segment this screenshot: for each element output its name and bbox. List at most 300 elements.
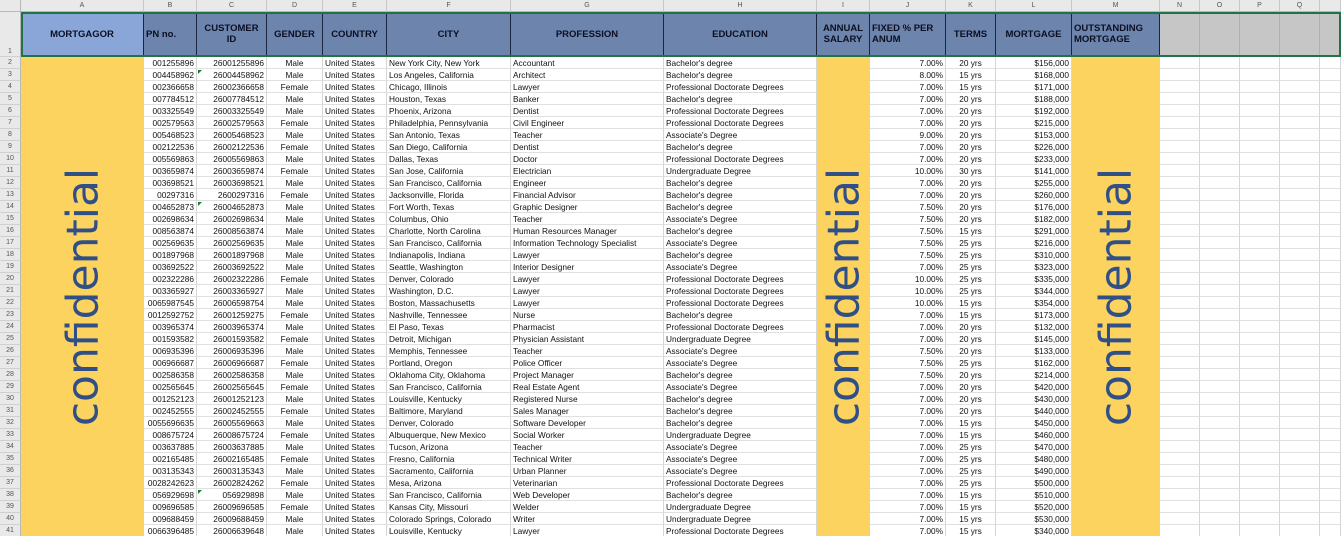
cell-empty[interactable] <box>1280 525 1320 536</box>
cell-empty[interactable] <box>1240 81 1280 93</box>
cell-pn[interactable]: 005468523 <box>144 129 197 141</box>
cell-pn[interactable]: 001897968 <box>144 249 197 261</box>
cell-terms[interactable]: 25 yrs <box>946 261 996 273</box>
cell-prof[interactable]: Web Developer <box>511 489 664 501</box>
column-header-a[interactable]: A <box>21 0 144 12</box>
cell-edu[interactable]: Professional Doctorate Degrees <box>664 321 817 333</box>
cell-cid[interactable]: 26003659874 <box>197 165 267 177</box>
cell-cid[interactable]: 26002824262 <box>197 477 267 489</box>
cell-country[interactable]: United States <box>323 501 387 513</box>
cell-empty[interactable] <box>1160 393 1200 405</box>
cell-rate[interactable]: 7.00% <box>870 57 946 69</box>
cell-terms[interactable]: 15 yrs <box>946 513 996 525</box>
cell-cid[interactable]: 26006598754 <box>197 297 267 309</box>
cell-empty[interactable] <box>1160 153 1200 165</box>
cell-rate[interactable]: 7.00% <box>870 477 946 489</box>
cell-edu[interactable]: Professional Doctorate Degrees <box>664 525 817 536</box>
cell-edu[interactable]: Bachelor's degree <box>664 393 817 405</box>
error-indicator-icon[interactable] <box>198 202 202 206</box>
cell-city[interactable]: New York City, New York <box>387 57 511 69</box>
cell-mort[interactable]: $310,000 <box>996 249 1072 261</box>
cell-city[interactable]: Mesa, Arizona <box>387 477 511 489</box>
cell-empty[interactable] <box>1200 225 1240 237</box>
cell-empty[interactable] <box>1280 141 1320 153</box>
cell-city[interactable]: Denver, Colorado <box>387 417 511 429</box>
cell-pn[interactable]: 006935396 <box>144 345 197 357</box>
cell-empty[interactable] <box>1240 477 1280 489</box>
row-header[interactable]: 4 <box>0 81 21 93</box>
cell-city[interactable]: San Diego, California <box>387 141 511 153</box>
cell-prof[interactable]: Human Resources Manager <box>511 225 664 237</box>
column-header-g[interactable]: G <box>511 0 664 12</box>
cell-empty[interactable] <box>1320 153 1341 165</box>
cell-edu[interactable]: Bachelor's degree <box>664 201 817 213</box>
cell-mort[interactable]: $173,000 <box>996 309 1072 321</box>
cell-g[interactable]: Female <box>267 477 323 489</box>
cell-g[interactable]: Male <box>267 105 323 117</box>
cell-empty[interactable] <box>1160 249 1200 261</box>
cell-empty[interactable] <box>1280 129 1320 141</box>
cell-pn[interactable]: 007784512 <box>144 93 197 105</box>
cell-empty[interactable] <box>1320 441 1341 453</box>
cell-empty[interactable] <box>1320 333 1341 345</box>
column-header-i[interactable]: I <box>817 0 870 12</box>
cell-mort[interactable]: $480,000 <box>996 453 1072 465</box>
cell-empty[interactable] <box>1160 357 1200 369</box>
row-header[interactable]: 23 <box>0 309 21 321</box>
cell-city[interactable]: Nashville, Tennessee <box>387 309 511 321</box>
cell-city[interactable]: Dallas, Texas <box>387 153 511 165</box>
cell-terms[interactable]: 20 yrs <box>946 153 996 165</box>
cell-g[interactable]: Male <box>267 201 323 213</box>
cell-empty[interactable] <box>1280 105 1320 117</box>
cell-mort[interactable]: $520,000 <box>996 501 1072 513</box>
cell-rate[interactable]: 7.50% <box>870 213 946 225</box>
row-header[interactable]: 37 <box>0 477 21 489</box>
cell-empty[interactable] <box>1320 345 1341 357</box>
cell-empty[interactable] <box>1320 309 1341 321</box>
cell-prof[interactable]: Sales Manager <box>511 405 664 417</box>
cell-rate[interactable]: 7.00% <box>870 429 946 441</box>
cell-country[interactable]: United States <box>323 333 387 345</box>
cell-city[interactable]: Houston, Texas <box>387 93 511 105</box>
column-header-k[interactable]: K <box>946 0 996 12</box>
cell-prof[interactable]: Architect <box>511 69 664 81</box>
column-header-o[interactable]: O <box>1200 0 1240 12</box>
cell-g[interactable]: Male <box>267 345 323 357</box>
cell-cid[interactable]: 26009688459 <box>197 513 267 525</box>
cell-empty[interactable] <box>1240 213 1280 225</box>
cell-pn[interactable]: 0066396485 <box>144 525 197 536</box>
cell-empty[interactable] <box>1200 237 1240 249</box>
cell-prof[interactable]: Graphic Designer <box>511 201 664 213</box>
cell-empty[interactable] <box>1280 273 1320 285</box>
cell-empty[interactable] <box>1200 333 1240 345</box>
cell-country[interactable]: United States <box>323 177 387 189</box>
cell-edu[interactable]: Bachelor's degree <box>664 69 817 81</box>
cell-empty[interactable] <box>1240 225 1280 237</box>
cell-empty[interactable] <box>1200 513 1240 525</box>
cell-edu[interactable]: Associate's Degree <box>664 357 817 369</box>
cell-pn[interactable]: 002366658 <box>144 81 197 93</box>
cell-empty[interactable] <box>1280 201 1320 213</box>
row-header[interactable]: 11 <box>0 165 21 177</box>
cell-city[interactable]: Seattle, Washington <box>387 261 511 273</box>
cell-pn[interactable]: 0012592752 <box>144 309 197 321</box>
cell-empty[interactable] <box>1200 309 1240 321</box>
cell-pn[interactable]: 056929698 <box>144 489 197 501</box>
row-header[interactable]: 2 <box>0 57 21 69</box>
cell-empty[interactable] <box>1200 297 1240 309</box>
cell-empty[interactable] <box>1160 273 1200 285</box>
cell-g[interactable]: Male <box>267 249 323 261</box>
cell-empty[interactable] <box>1280 345 1320 357</box>
cell-country[interactable]: United States <box>323 441 387 453</box>
cell-city[interactable]: San Francisco, California <box>387 237 511 249</box>
cell-mort[interactable]: $226,000 <box>996 141 1072 153</box>
row-header[interactable]: 38 <box>0 489 21 501</box>
cell-rate[interactable]: 7.00% <box>870 261 946 273</box>
row-header[interactable]: 27 <box>0 357 21 369</box>
cell-edu[interactable]: Undergraduate Degree <box>664 333 817 345</box>
row-header[interactable]: 24 <box>0 321 21 333</box>
cell-empty[interactable] <box>1160 201 1200 213</box>
cell-cid[interactable]: 26002322286 <box>197 273 267 285</box>
cell-city[interactable]: Fresno, California <box>387 453 511 465</box>
cell-prof[interactable]: Pharmacist <box>511 321 664 333</box>
cell-empty[interactable] <box>1240 201 1280 213</box>
cell-empty[interactable] <box>1320 81 1341 93</box>
header-annual-salary[interactable] <box>817 12 870 57</box>
cell-empty[interactable] <box>1200 345 1240 357</box>
cell-cid[interactable]: 26008563874 <box>197 225 267 237</box>
cell-terms[interactable]: 20 yrs <box>946 93 996 105</box>
header-education[interactable] <box>664 12 817 57</box>
header-outstanding-mortgage[interactable] <box>1072 12 1160 57</box>
cell-empty[interactable] <box>1320 165 1341 177</box>
cell-empty[interactable] <box>1200 153 1240 165</box>
cell-cid[interactable]: 26002579563 <box>197 117 267 129</box>
cell-pn[interactable]: 008563874 <box>144 225 197 237</box>
cell-rate[interactable]: 10.00% <box>870 297 946 309</box>
cell-terms[interactable]: 25 yrs <box>946 357 996 369</box>
cell-country[interactable]: United States <box>323 345 387 357</box>
cell-terms[interactable]: 20 yrs <box>946 57 996 69</box>
cell-terms[interactable]: 20 yrs <box>946 129 996 141</box>
cell-empty[interactable] <box>1320 129 1341 141</box>
cell-mort[interactable]: $340,000 <box>996 525 1072 536</box>
row-header[interactable]: 15 <box>0 213 21 225</box>
cell-cid[interactable]: 26002565645 <box>197 381 267 393</box>
cell-edu[interactable]: Undergraduate Degree <box>664 513 817 525</box>
header-pn-no[interactable] <box>144 12 197 57</box>
cell-edu[interactable]: Associate's Degree <box>664 441 817 453</box>
cell-empty[interactable] <box>1240 345 1280 357</box>
cell-empty[interactable] <box>1200 393 1240 405</box>
cell-country[interactable]: United States <box>323 129 387 141</box>
cell-country[interactable]: United States <box>323 285 387 297</box>
cell-terms[interactable]: 15 yrs <box>946 81 996 93</box>
column-header-m[interactable]: M <box>1072 0 1160 12</box>
cell-terms[interactable]: 15 yrs <box>946 297 996 309</box>
cell-pn[interactable]: 003698521 <box>144 177 197 189</box>
cell-empty[interactable] <box>1320 273 1341 285</box>
cell-prof[interactable]: Urban Planner <box>511 465 664 477</box>
cell-cid[interactable]: 26008675724 <box>197 429 267 441</box>
cell-empty[interactable] <box>1200 57 1240 69</box>
cell-empty[interactable] <box>1280 69 1320 81</box>
cell-empty[interactable] <box>1320 213 1341 225</box>
cell-mort[interactable]: $153,000 <box>996 129 1072 141</box>
cell-terms[interactable]: 20 yrs <box>946 189 996 201</box>
cell-edu[interactable]: Associate's Degree <box>664 237 817 249</box>
cell-empty[interactable] <box>1320 225 1341 237</box>
cell-g[interactable]: Female <box>267 501 323 513</box>
cell-g[interactable]: Female <box>267 273 323 285</box>
cell-prof[interactable]: Dentist <box>511 105 664 117</box>
cell-empty[interactable] <box>1160 81 1200 93</box>
cell-empty[interactable] <box>1240 69 1280 81</box>
row-header[interactable]: 32 <box>0 417 21 429</box>
cell-g[interactable]: Male <box>267 297 323 309</box>
cell-rate[interactable]: 7.00% <box>870 405 946 417</box>
cell-terms[interactable]: 20 yrs <box>946 345 996 357</box>
cell-empty[interactable] <box>1280 477 1320 489</box>
cell-prof[interactable]: Dentist <box>511 141 664 153</box>
cell-edu[interactable]: Bachelor's degree <box>664 405 817 417</box>
cell-country[interactable]: United States <box>323 429 387 441</box>
cell-country[interactable]: United States <box>323 489 387 501</box>
cell-edu[interactable]: Bachelor's degree <box>664 189 817 201</box>
cell-pn[interactable]: 002452555 <box>144 405 197 417</box>
cell-empty[interactable] <box>1240 249 1280 261</box>
cell-country[interactable]: United States <box>323 417 387 429</box>
cell-edu[interactable]: Undergraduate Degree <box>664 165 817 177</box>
cell-empty[interactable] <box>1160 213 1200 225</box>
cell-city[interactable]: Baltimore, Maryland <box>387 405 511 417</box>
cell-country[interactable]: United States <box>323 201 387 213</box>
cell-edu[interactable]: Undergraduate Degree <box>664 429 817 441</box>
cell-terms[interactable]: 25 yrs <box>946 273 996 285</box>
cell-prof[interactable]: Real Estate Agent <box>511 381 664 393</box>
cell-rate[interactable]: 7.00% <box>870 513 946 525</box>
cell-prof[interactable]: Welder <box>511 501 664 513</box>
cell-terms[interactable]: 20 yrs <box>946 141 996 153</box>
cell-empty[interactable] <box>1240 393 1280 405</box>
cell-empty[interactable] <box>1280 393 1320 405</box>
header-empty-n[interactable] <box>1160 12 1200 57</box>
cell-rate[interactable]: 7.50% <box>870 225 946 237</box>
cell-cid[interactable]: 26003135343 <box>197 465 267 477</box>
cell-mort[interactable]: $440,000 <box>996 405 1072 417</box>
cell-empty[interactable] <box>1200 177 1240 189</box>
cell-empty[interactable] <box>1160 189 1200 201</box>
row-header[interactable]: 6 <box>0 105 21 117</box>
cell-terms[interactable]: 25 yrs <box>946 465 996 477</box>
cell-empty[interactable] <box>1200 141 1240 153</box>
cell-empty[interactable] <box>1320 357 1341 369</box>
cell-g[interactable]: Male <box>267 417 323 429</box>
cell-empty[interactable] <box>1240 189 1280 201</box>
cell-mort[interactable]: $323,000 <box>996 261 1072 273</box>
row-header[interactable]: 36 <box>0 465 21 477</box>
cell-empty[interactable] <box>1240 261 1280 273</box>
cell-mort[interactable]: $260,000 <box>996 189 1072 201</box>
cell-cid[interactable]: 26003325549 <box>197 105 267 117</box>
cell-terms[interactable]: 15 yrs <box>946 69 996 81</box>
cell-empty[interactable] <box>1160 321 1200 333</box>
cell-g[interactable]: Female <box>267 333 323 345</box>
cell-prof[interactable]: Software Developer <box>511 417 664 429</box>
cell-empty[interactable] <box>1280 321 1320 333</box>
cell-empty[interactable] <box>1280 81 1320 93</box>
cell-rate[interactable]: 7.50% <box>870 357 946 369</box>
header-empty-p[interactable] <box>1240 12 1280 57</box>
cell-empty[interactable] <box>1160 333 1200 345</box>
cell-cid[interactable]: 26002569635 <box>197 237 267 249</box>
cell-terms[interactable]: 20 yrs <box>946 381 996 393</box>
cell-terms[interactable]: 20 yrs <box>946 117 996 129</box>
cell-empty[interactable] <box>1280 369 1320 381</box>
cell-empty[interactable] <box>1320 381 1341 393</box>
cell-pn[interactable]: 0055696635 <box>144 417 197 429</box>
cell-rate[interactable]: 7.00% <box>870 453 946 465</box>
cell-mort[interactable]: $291,000 <box>996 225 1072 237</box>
cell-empty[interactable] <box>1160 489 1200 501</box>
cell-mort[interactable]: $530,000 <box>996 513 1072 525</box>
cell-prof[interactable]: Lawyer <box>511 249 664 261</box>
row-header[interactable]: 19 <box>0 261 21 273</box>
cell-empty[interactable] <box>1280 489 1320 501</box>
cell-prof[interactable]: Teacher <box>511 345 664 357</box>
cell-empty[interactable] <box>1320 117 1341 129</box>
cell-cid[interactable]: 26006639648 <box>197 525 267 536</box>
cell-g[interactable]: Female <box>267 81 323 93</box>
cell-mort[interactable]: $490,000 <box>996 465 1072 477</box>
cell-mort[interactable]: $133,000 <box>996 345 1072 357</box>
header-empty-o[interactable] <box>1200 12 1240 57</box>
cell-empty[interactable] <box>1200 117 1240 129</box>
cell-mort[interactable]: $335,000 <box>996 273 1072 285</box>
row-header[interactable]: 40 <box>0 513 21 525</box>
column-header-e[interactable]: E <box>323 0 387 12</box>
cell-empty[interactable] <box>1200 489 1240 501</box>
column-header-d[interactable]: D <box>267 0 323 12</box>
cell-prof[interactable]: Veterinarian <box>511 477 664 489</box>
cell-empty[interactable] <box>1320 417 1341 429</box>
row-header[interactable]: 14 <box>0 201 21 213</box>
cell-mort[interactable]: $192,000 <box>996 105 1072 117</box>
cell-country[interactable]: United States <box>323 309 387 321</box>
cell-empty[interactable] <box>1160 57 1200 69</box>
cell-prof[interactable]: Physician Assistant <box>511 333 664 345</box>
cell-empty[interactable] <box>1320 501 1341 513</box>
row-header-1[interactable] <box>0 12 21 57</box>
cell-empty[interactable] <box>1320 297 1341 309</box>
cell-pn[interactable]: 003965374 <box>144 321 197 333</box>
header-empty-q[interactable] <box>1280 12 1320 57</box>
cell-empty[interactable] <box>1320 405 1341 417</box>
cell-g[interactable]: Male <box>267 465 323 477</box>
cell-terms[interactable]: 20 yrs <box>946 177 996 189</box>
cell-rate[interactable]: 7.00% <box>870 81 946 93</box>
column-header-h[interactable]: H <box>664 0 817 12</box>
cell-city[interactable]: Oklahoma City, Oklahoma <box>387 369 511 381</box>
cell-g[interactable]: Male <box>267 213 323 225</box>
cell-country[interactable]: United States <box>323 525 387 536</box>
cell-pn[interactable]: 003637885 <box>144 441 197 453</box>
cell-empty[interactable] <box>1320 393 1341 405</box>
cell-edu[interactable]: Professional Doctorate Degrees <box>664 477 817 489</box>
select-all-corner[interactable] <box>0 0 21 12</box>
cell-empty[interactable] <box>1200 321 1240 333</box>
cell-terms[interactable]: 25 yrs <box>946 249 996 261</box>
cell-pn[interactable]: 001255896 <box>144 57 197 69</box>
cell-mort[interactable]: $171,000 <box>996 81 1072 93</box>
cell-cid[interactable]: 26005569863 <box>197 153 267 165</box>
cell-edu[interactable]: Bachelor's degree <box>664 249 817 261</box>
cell-mort[interactable]: $132,000 <box>996 321 1072 333</box>
cell-empty[interactable] <box>1240 273 1280 285</box>
cell-empty[interactable] <box>1160 177 1200 189</box>
cell-empty[interactable] <box>1320 201 1341 213</box>
cell-empty[interactable] <box>1280 429 1320 441</box>
cell-edu[interactable]: Associate's Degree <box>664 261 817 273</box>
cell-mort[interactable]: $500,000 <box>996 477 1072 489</box>
header-terms[interactable] <box>946 12 996 57</box>
cell-g[interactable]: Male <box>267 237 323 249</box>
cell-empty[interactable] <box>1200 189 1240 201</box>
cell-empty[interactable] <box>1240 321 1280 333</box>
cell-rate[interactable]: 10.00% <box>870 165 946 177</box>
row-header[interactable]: 30 <box>0 393 21 405</box>
row-header[interactable]: 34 <box>0 441 21 453</box>
cell-terms[interactable]: 30 yrs <box>946 165 996 177</box>
cell-pn[interactable]: 002698634 <box>144 213 197 225</box>
cell-city[interactable]: Washington, D.C. <box>387 285 511 297</box>
cell-empty[interactable] <box>1240 405 1280 417</box>
cell-empty[interactable] <box>1200 357 1240 369</box>
cell-country[interactable]: United States <box>323 261 387 273</box>
cell-pn[interactable]: 004652873 <box>144 201 197 213</box>
cell-empty[interactable] <box>1280 465 1320 477</box>
cell-edu[interactable]: Bachelor's degree <box>664 309 817 321</box>
cell-rate[interactable]: 7.00% <box>870 309 946 321</box>
cell-rate[interactable]: 7.00% <box>870 333 946 345</box>
cell-empty[interactable] <box>1240 489 1280 501</box>
cell-terms[interactable]: 15 yrs <box>946 309 996 321</box>
cell-empty[interactable] <box>1200 69 1240 81</box>
cell-empty[interactable] <box>1200 417 1240 429</box>
cell-terms[interactable]: 25 yrs <box>946 453 996 465</box>
cell-mort[interactable]: $255,000 <box>996 177 1072 189</box>
header-mortgagor[interactable] <box>21 12 144 57</box>
row-header[interactable]: 5 <box>0 93 21 105</box>
cell-terms[interactable]: 20 yrs <box>946 405 996 417</box>
cell-empty[interactable] <box>1240 369 1280 381</box>
cell-city[interactable]: Boston, Massachusetts <box>387 297 511 309</box>
cell-country[interactable]: United States <box>323 513 387 525</box>
cell-edu[interactable]: Professional Doctorate Degrees <box>664 285 817 297</box>
cell-cid[interactable]: 056929898 <box>197 489 267 501</box>
cell-cid[interactable]: 26001593582 <box>197 333 267 345</box>
cell-g[interactable]: Male <box>267 57 323 69</box>
cell-country[interactable]: United States <box>323 321 387 333</box>
cell-cid[interactable]: 26002586358 <box>197 369 267 381</box>
row-header[interactable]: 17 <box>0 237 21 249</box>
cell-empty[interactable] <box>1200 201 1240 213</box>
cell-empty[interactable] <box>1240 333 1280 345</box>
